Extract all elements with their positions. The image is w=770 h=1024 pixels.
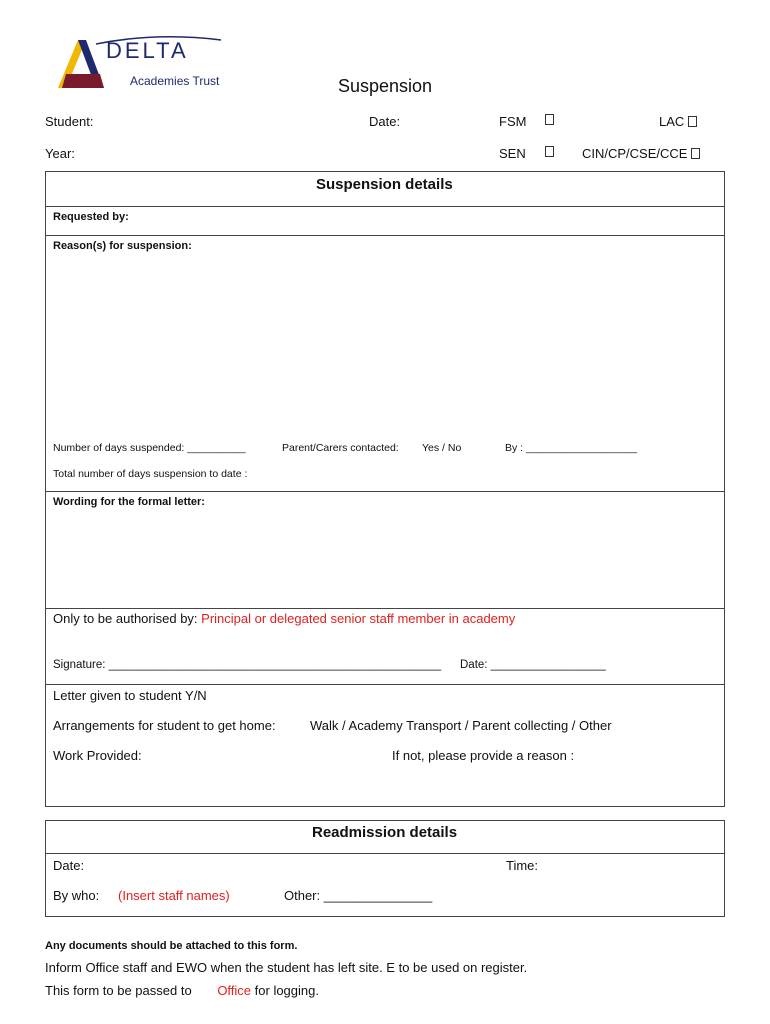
pass-note [45, 983, 319, 998]
divider [45, 491, 725, 492]
suspension-heading: Suspension details [316, 176, 453, 193]
logo-subtitle: Academies Trust [130, 74, 220, 88]
inform-note: Inform Office staff and EWO when the student has left site. E to be used on register. [45, 960, 528, 975]
wording-label: Wording for the formal letter: [53, 496, 205, 508]
cin-checkbox[interactable] [691, 148, 700, 159]
cin-field [582, 146, 700, 161]
lac-checkbox[interactable] [688, 116, 697, 127]
date-label: Date: [369, 114, 401, 129]
other-field[interactable]: Other: _______________ [284, 888, 433, 903]
contacted-by[interactable]: By : ___________________ [505, 442, 637, 454]
signature-field[interactable]: Signature: ____________________________________________________ [53, 659, 442, 671]
parent-contacted-label: Parent/Carers contacted: [282, 442, 399, 454]
if-not-reason-label: If not, please provide a reason : [392, 748, 575, 763]
readmission-time-label: Time: [506, 858, 539, 873]
pass-suffix: for logging. [254, 983, 319, 998]
page-title: Suspension [338, 76, 433, 96]
authorised-by: Principal or delegated senior staff member in academy [201, 611, 516, 626]
divider [45, 608, 725, 609]
divider [45, 853, 725, 854]
divider [45, 206, 725, 207]
parent-contacted-yes-no[interactable]: Yes / No [422, 442, 462, 454]
letter-given: Letter given to student Y/N [53, 688, 207, 703]
fsm-label: FSM [499, 114, 527, 129]
readmission-date-label: Date: [53, 858, 85, 873]
requested-by-label: Requested by: [53, 211, 129, 223]
staff-names-placeholder[interactable]: (Insert staff names) [118, 888, 230, 903]
sen-label: SEN [499, 146, 526, 161]
suspension-details-box [45, 171, 725, 807]
work-provided-label: Work Provided: [53, 748, 142, 763]
arrangements-options[interactable]: Walk / Academy Transport / Parent collecting / Other [310, 718, 612, 733]
pass-prefix: This form to be passed to [45, 983, 192, 998]
lac-field [659, 114, 697, 129]
by-who-label: By who: [53, 888, 100, 903]
office-text: Office [217, 983, 252, 998]
fsm-checkbox[interactable] [545, 114, 554, 125]
total-days-label: Total number of days suspension to date : [53, 468, 248, 480]
delta-logo [56, 34, 226, 96]
readmission-heading: Readmission details [312, 824, 458, 841]
divider [45, 235, 725, 236]
student-label: Student: [45, 114, 94, 129]
reasons-label: Reason(s) for suspension: [53, 240, 192, 252]
logo-name: DELTA [106, 38, 189, 63]
lac-label: LAC [659, 114, 685, 129]
cin-label: CIN/CP/CSE/CCE [582, 146, 688, 161]
fsm-field [499, 114, 526, 129]
divider [45, 684, 725, 685]
authorised-prefix: Only to be authorised by: [53, 611, 198, 626]
sen-checkbox[interactable] [545, 146, 554, 157]
sen-field [499, 146, 526, 161]
year-label: Year: [45, 146, 75, 161]
attach-note: Any documents should be attached to this form. [45, 940, 298, 952]
arrangements-label: Arrangements for student to get home: [53, 718, 276, 733]
days-suspended[interactable]: Number of days suspended: __________ [53, 442, 246, 454]
authorised-line [53, 611, 515, 626]
signature-date-field[interactable]: Date: __________________ [460, 659, 606, 671]
